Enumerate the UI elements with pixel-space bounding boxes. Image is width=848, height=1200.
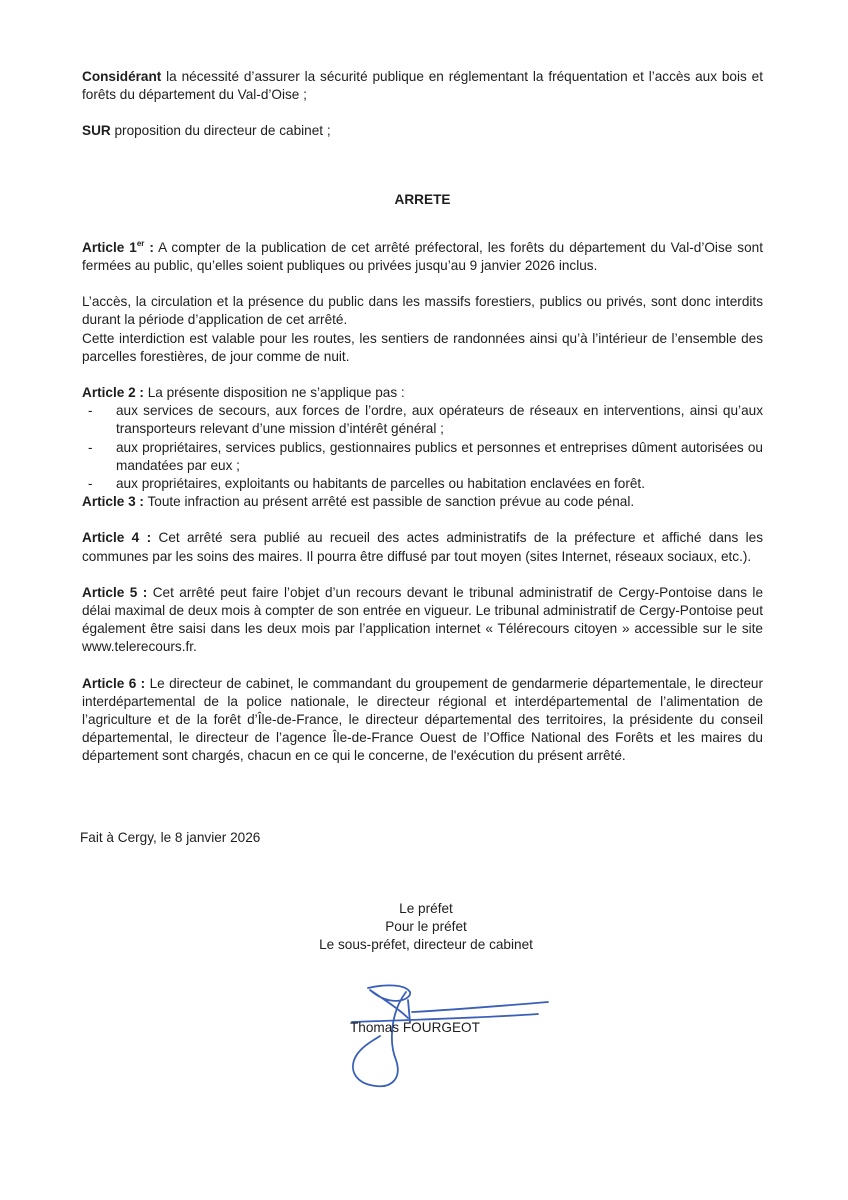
article-2 bbox=[82, 384, 763, 402]
article-5 bbox=[82, 584, 763, 657]
article-6-text: Le directeur de cabinet, le commandant du groupement de gendarmerie départementale, le directeur interdépartemental de la police nationale, le directeur régional et interdépartemental de l’alimentation de l’agriculture et de la forêt d’Île-de-France, le directeur départemental des territoires, la présidente du conseil départemental, le directeur de l’agence Île-de-France Ouest de l’Office National des Forêts et les maires du département sont chargés, chacun en ce qui le concerne, de l'exécution du présent arrêté. bbox=[82, 675, 763, 764]
signatory-line-3: Le sous-préfet, directeur de cabinet bbox=[319, 937, 533, 952]
considerant-text: la nécessité d’assurer la sécurité publique en réglementant la fréquentation et l’accès aux bois et forêts du département du Val-d’Oise ; bbox=[82, 69, 763, 103]
sur-text: proposition du directeur de cabinet ; bbox=[110, 123, 331, 139]
signatory-line-2: Pour le préfet bbox=[385, 919, 467, 934]
list-item: - aux services de secours, aux forces de l’ordre, aux opérateurs de réseaux en interventions, ainsi qu’aux transporteurs relevant d’une mission d’intérêt général ; bbox=[116, 402, 763, 438]
article-1 bbox=[82, 239, 763, 275]
article-1-text: A compter de la publication de cet arrêté préfectoral, les forêts du département du Val-d’Oise sont fermées au public, qu’elles soient publiques ou privées jusqu’au 9 janvier 2026 inclus. bbox=[82, 239, 763, 274]
sur-lead: SUR bbox=[82, 123, 111, 139]
article-4-label: Article 4 : bbox=[82, 530, 152, 546]
article-6 bbox=[82, 675, 763, 766]
considerant-paragraph bbox=[82, 68, 763, 104]
article-1-label bbox=[82, 240, 154, 255]
article-4 bbox=[82, 529, 763, 565]
article-4-text: Cet arrêté sera publié au recueil des actes administratifs de la préfecture et affiché dans les communes par les soins des maires. Il pourra être diffusé par tout moyen (sites Internet, réseaux sociaux, etc.). bbox=[82, 530, 763, 564]
article-1-superscript: er bbox=[136, 238, 145, 248]
list-item: - aux propriétaires, services publics, gestionnaires publics et personnes et entreprises dûment autorisées ou mandatées par eux ; bbox=[116, 439, 763, 475]
article-5-text: Cet arrêté peut faire l’objet d’un recours devant le tribunal administratif de Cergy-Pontoise dans le délai maximal de deux mois à compter de son entrée en vigueur. Le tribunal administratif de Cergy-Pontoise peut également être saisi dans les deux mois par l’application internet « Télérecours citoyen » accessible sur le site www.telerecours.fr. bbox=[82, 584, 763, 655]
sur-paragraph bbox=[82, 122, 763, 140]
document-title: ARRETE bbox=[394, 191, 451, 207]
article-1-paragraph-3: Cette interdiction est valable pour les routes, les sentiers de randonnées ainsi qu’à l’intérieur de l’ensemble des parcelles forestières, de jour comme de nuit. bbox=[82, 330, 763, 364]
document-page bbox=[82, 68, 763, 784]
article-1-label-text: Article 1 bbox=[82, 239, 137, 255]
article-1-paragraph-2: L’accès, la circulation et la présence du public dans les massifs forestiers, publics ou privés, sont donc interdits durant la période d’application de cet arrêté. bbox=[82, 294, 763, 328]
article-6-label: Article 6 : bbox=[82, 675, 146, 691]
article-3-text: Toute infraction au présent arrêté est passible de sanction prévue au code pénal. bbox=[143, 494, 635, 510]
article-3-label: Article 3 : bbox=[82, 494, 144, 510]
list-item: - aux propriétaires, exploitants ou habitants de parcelles ou habitation enclavées en forêt. bbox=[116, 475, 763, 493]
article-3 bbox=[82, 493, 763, 511]
place-date-line: Fait à Cergy, le 8 janvier 2026 bbox=[80, 830, 261, 845]
article-2-text: La présente disposition ne s’applique pas : bbox=[143, 385, 405, 401]
article-2-label: Article 2 : bbox=[82, 385, 144, 401]
signatory-name: Thomas FOURGEOT bbox=[350, 1020, 480, 1035]
signatory-titles bbox=[296, 900, 556, 954]
signatory-line-1: Le préfet bbox=[399, 901, 453, 916]
considerant-lead: Considérant bbox=[82, 69, 162, 84]
article-1-label-suffix: : bbox=[144, 239, 154, 255]
article-2-exceptions-list bbox=[82, 402, 763, 493]
article-5-label: Article 5 : bbox=[82, 584, 148, 600]
